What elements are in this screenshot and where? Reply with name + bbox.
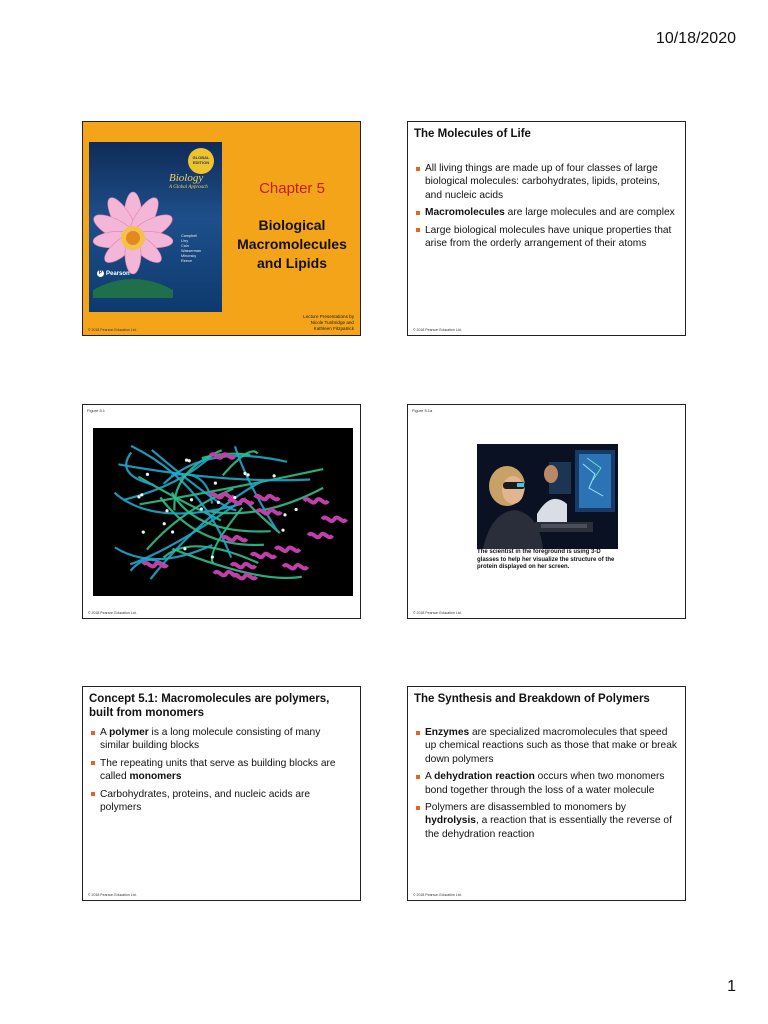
pearson-logo-icon: P (98, 269, 103, 276)
bullet-list (416, 162, 677, 254)
bullet-item: Carbohydrates, proteins, and nucleic acids are polymers (91, 788, 352, 815)
figure-caption: The scientist in the foreground is using 3-D glasses to help her visualize the structure of the protein displayed on her screen. (477, 549, 615, 570)
bullet-list (91, 726, 352, 818)
presenter-line: Nicole Tunbridge and (310, 320, 354, 325)
protein-ribbon-icon (93, 428, 353, 596)
bullet-item: All living things are made up of four classes of large biological molecules: carbohydrates, lipids, proteins, and nucleic acids (416, 162, 677, 202)
chapter-title-line: Biological (258, 217, 326, 233)
book-subtitle: A Global Approach (169, 185, 208, 190)
figure-label: Figure 5.1a (412, 408, 433, 413)
book-author: Minorsky (181, 254, 197, 258)
chapter-title-line: and Lipids (257, 255, 327, 271)
publisher-name: Pearson (106, 271, 130, 277)
bullet-item: Polymers are disassembled to monomers by hydrolysis, a reaction that is essentially the reverse of the dehydration reaction (416, 801, 677, 841)
bullet-item: A dehydration reaction occurs when two monomers bond together through the loss of a water molecule (416, 770, 677, 797)
global-edition-badge: GLOBAL EDITION (188, 148, 214, 174)
slide-copyright: © 2018 Pearson Education Ltd. (413, 893, 462, 897)
bullet-item: Macromolecules are large molecules and are complex (416, 206, 677, 219)
slide-1-cover[interactable] (82, 121, 361, 336)
scientist-3d-glasses-icon (477, 444, 618, 549)
book-author: Reece (181, 259, 192, 263)
book-authors (181, 234, 201, 264)
lotus-flower-icon (91, 178, 175, 298)
bullet-item: Large biological molecules have unique properties that arise from the orderly arrangement of their atoms (416, 224, 677, 251)
book-author: Campbell (181, 234, 198, 238)
slide-copyright: © 2018 Pearson Education Ltd. (88, 893, 137, 897)
bullet-item: Enzymes are specialized macromolecules that speed up chemical reactions such as those that make or break down polymers (416, 726, 677, 766)
publisher-logo (97, 270, 130, 277)
slide-6-synthesis-breakdown[interactable] (407, 686, 686, 901)
chapter-title-line: Macromolecules (237, 236, 347, 252)
slide-copyright: © 2018 Pearson Education Ltd. (88, 611, 137, 615)
book-author: Cain (181, 244, 189, 248)
bullet-item: A polymer is a long molecule consisting of many similar building blocks (91, 726, 352, 753)
book-cover-image (89, 142, 222, 312)
protein-structure-image (93, 428, 353, 596)
scientist-photo (477, 444, 618, 549)
slide-3-figure-protein[interactable] (82, 404, 361, 619)
presenter-line: Kathleen Fitzpatrick (313, 326, 354, 331)
bullet-list (416, 726, 677, 845)
page-date: 10/18/2020 (655, 30, 736, 47)
bullet-item: The repeating units that serve as building blocks are called monomers (91, 757, 352, 784)
presenter-line: Lecture Presentations by (303, 314, 354, 319)
presenter-credits (303, 314, 354, 332)
book-author: Urry (181, 239, 189, 243)
page-number: 1 (727, 978, 736, 995)
slide-5-concept-5-1[interactable] (82, 686, 361, 901)
book-author: Wasserman (181, 249, 202, 253)
slide-4-figure-scientist[interactable] (407, 404, 686, 619)
chapter-label: Chapter 5 (259, 180, 325, 197)
slide-2-molecules-of-life[interactable] (407, 121, 686, 336)
slide-title: The Synthesis and Breakdown of Polymers (414, 693, 650, 705)
slide-title: The Molecules of Life (414, 128, 531, 140)
figure-label: Figure 5.1 (87, 408, 106, 413)
slide-title: Concept 5.1: Macromolecules are polymers, built from monomers (89, 693, 330, 719)
slide-copyright: © 2018 Pearson Education Ltd. (413, 328, 462, 332)
slide-copyright: © 2018 Pearson Education Ltd. (88, 328, 137, 332)
chapter-title (222, 216, 361, 273)
slide-copyright: © 2018 Pearson Education Ltd. (413, 611, 462, 615)
book-title: Biology (169, 172, 204, 184)
